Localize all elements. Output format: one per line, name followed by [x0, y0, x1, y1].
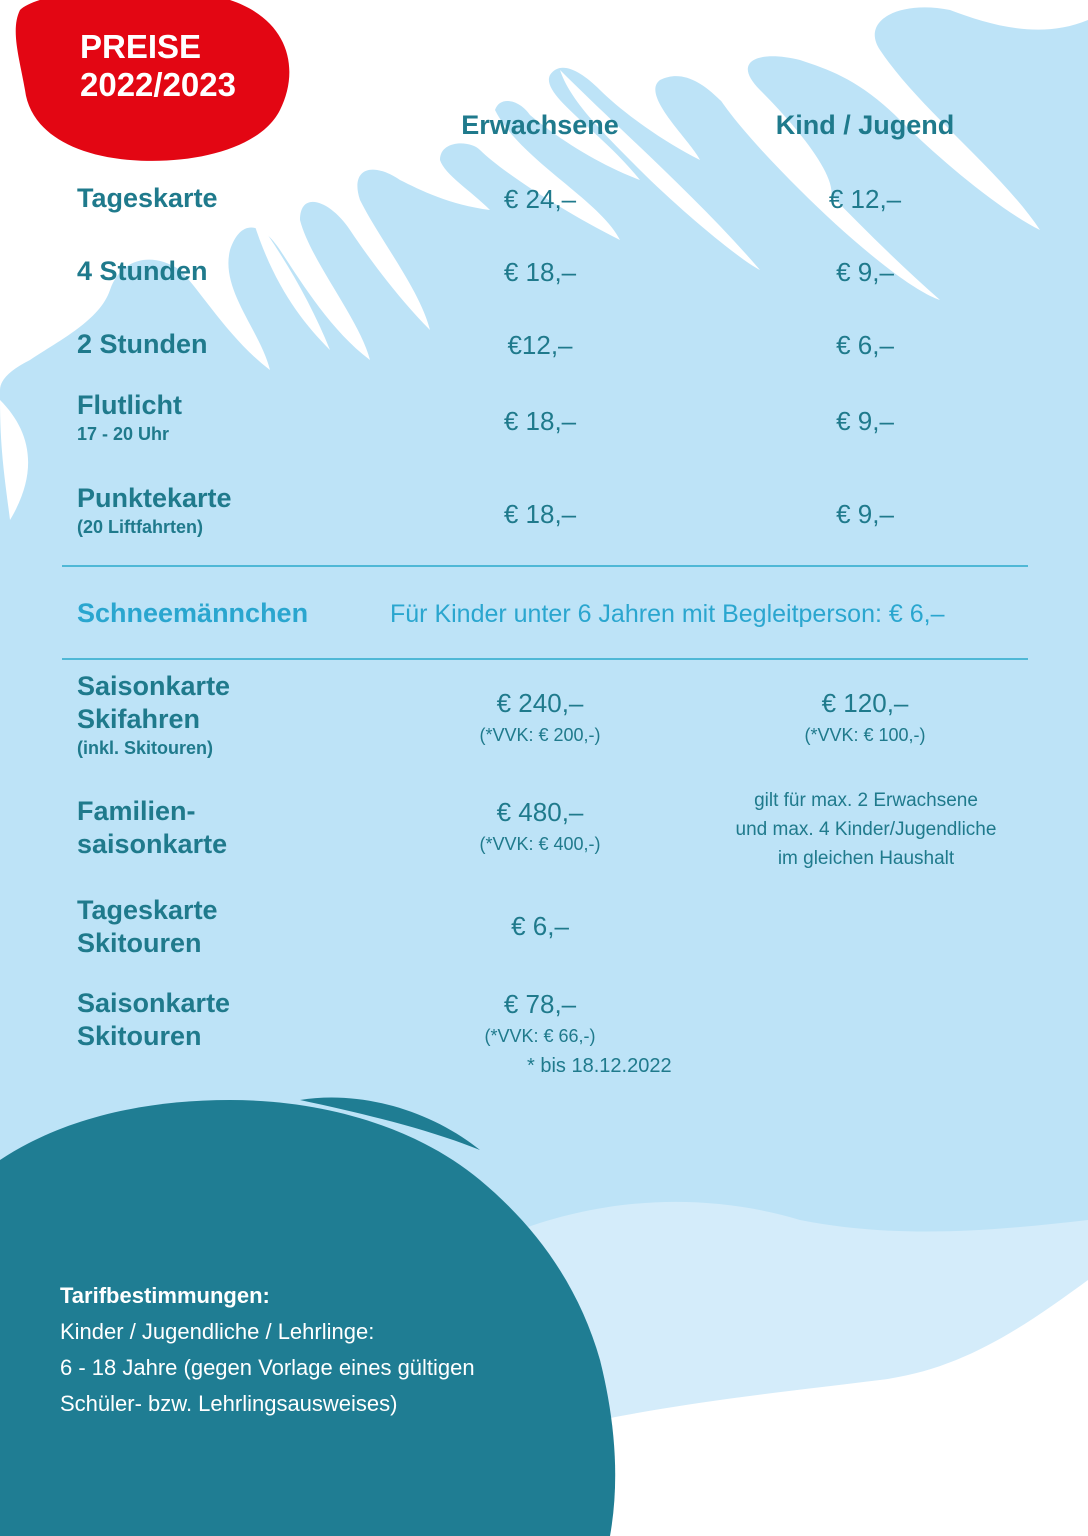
divider — [62, 658, 1028, 660]
note-line: gilt für max. 2 Erwachsene — [754, 790, 978, 811]
badge-line2: 2022/2023 — [80, 66, 236, 103]
row-title: saisonkarte — [77, 829, 228, 859]
tariff-title: Tarifbestimmungen: — [60, 1283, 270, 1308]
price-adult: € 18,– — [503, 257, 577, 287]
presale-price: (*VVK: € 66,-) — [484, 1026, 596, 1046]
price-adult — [390, 989, 690, 1047]
price-adult: € 24,– — [503, 184, 577, 214]
row-label-saisonkarte-skifahren — [77, 670, 230, 760]
price-adult — [390, 688, 690, 746]
season-badge — [80, 28, 236, 104]
row-subtitle: 17 - 20 Uhr — [77, 424, 170, 444]
row-title: Skifahren — [77, 704, 201, 734]
presale-price: (*VVK: € 400,-) — [479, 834, 601, 854]
snowman-label: Schneemännchen — [77, 598, 309, 628]
price-child — [715, 688, 1015, 746]
price-child: € 9,– — [836, 406, 894, 436]
price-adult: € 18,– — [503, 406, 577, 436]
price-adult: € 18,– — [503, 499, 577, 529]
row-label-familiensaisonkarte — [77, 795, 227, 861]
row-label-punktekarte — [77, 482, 232, 539]
tariff-line: Kinder / Jugendliche / Lehrlinge: — [60, 1319, 375, 1344]
row-title: Skitouren — [77, 928, 202, 958]
tariff-line: 6 - 18 Jahre (gegen Vorlage eines gültigen — [60, 1355, 475, 1380]
price-child: € 12,– — [828, 184, 902, 214]
snowman-text: Für Kinder unter 6 Jahren mit Begleitperson: € 6,– — [390, 600, 945, 628]
row-label-4-stunden: 4 Stunden — [77, 256, 208, 286]
price-adult — [390, 797, 690, 855]
row-title: Familien- — [77, 796, 196, 826]
presale-price: (*VVK: € 200,-) — [479, 725, 601, 745]
price-child: € 9,– — [836, 499, 894, 529]
column-header-child: Kind / Jugend — [775, 110, 955, 140]
price-child: € 6,– — [836, 330, 894, 360]
column-header-adult: Erwachsene — [461, 110, 619, 140]
note-line: und max. 4 Kinder/Jugendliche — [735, 819, 997, 840]
row-subtitle: (inkl. Skitouren) — [77, 738, 214, 758]
row-label-tageskarte-skitouren — [77, 894, 218, 960]
row-label-saisonkarte-skitouren — [77, 987, 230, 1053]
row-label-flutlicht — [77, 389, 182, 446]
price-adult: € 6,– — [511, 911, 569, 941]
snow-streak — [0, 400, 28, 520]
row-title: Saisonkarte — [77, 671, 231, 701]
tariff-line: Schüler- bzw. Lehrlingsausweises) — [60, 1391, 398, 1416]
tariff-conditions — [60, 1278, 560, 1422]
price-value: € 480,– — [496, 797, 584, 827]
price-value: € 120,– — [821, 688, 909, 718]
price-value: € 240,– — [496, 688, 584, 718]
badge-line1: PREISE — [80, 28, 202, 65]
row-title: Flutlicht — [77, 390, 182, 420]
price-value: € 78,– — [503, 989, 577, 1019]
family-note — [712, 786, 1020, 873]
row-title: Punktekarte — [77, 483, 232, 513]
row-title: Tageskarte — [77, 895, 218, 925]
row-label-tageskarte: Tageskarte — [77, 183, 218, 213]
row-title: Saisonkarte — [77, 988, 231, 1018]
note-line: im gleichen Haushalt — [777, 848, 955, 869]
row-label-2-stunden: 2 Stunden — [77, 329, 208, 359]
divider — [62, 565, 1028, 567]
presale-price: (*VVK: € 100,-) — [804, 725, 926, 745]
price-child: € 9,– — [836, 257, 894, 287]
price-adult: €12,– — [507, 330, 573, 360]
row-subtitle: (20 Liftfahrten) — [77, 517, 203, 537]
presale-footnote: * bis 18.12.2022 — [527, 1055, 672, 1077]
row-title: Skitouren — [77, 1021, 202, 1051]
